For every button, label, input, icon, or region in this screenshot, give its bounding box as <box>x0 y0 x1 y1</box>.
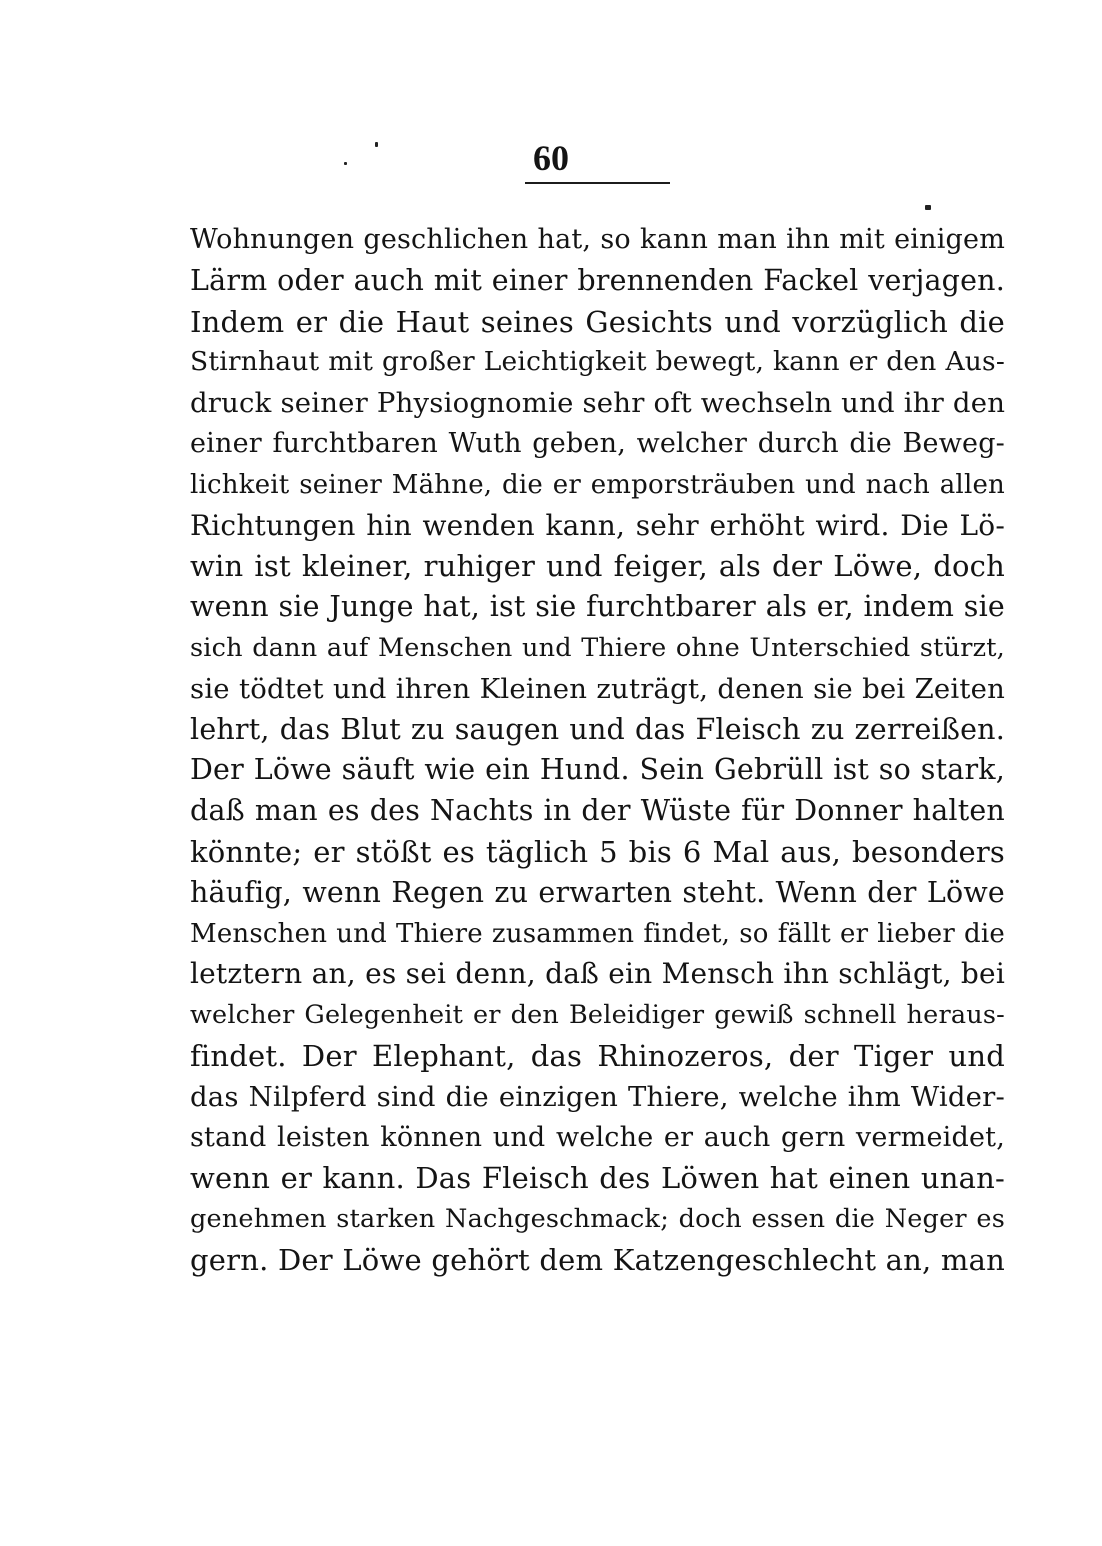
text-line: das Nilpferd sind die einzigen Thiere, welche ihm Wider- <box>190 1080 1005 1113</box>
text-line: win ist kleiner, ruhiger und feiger, als der Löwe, doch <box>190 549 1005 584</box>
text-line: Stirnhaut mit großer Leichtigkeit bewegt, kann er den Aus- <box>190 346 1005 378</box>
text-line: letztern an, es sei denn, daß ein Mensch ihn schlägt, bei <box>190 957 1005 991</box>
text-line: könnte; er stößt es täglich 5 bis 6 Mal aus, besonders <box>190 834 1005 869</box>
text-line: Lärm oder auch mit einer brennenden Fackel verjagen. <box>190 263 1005 297</box>
text-line: welcher Gelegenheit er den Beleidiger gewiß schnell heraus- <box>190 1000 1005 1031</box>
text-line: druck seiner Physiognomie sehr oft wechseln und ihr den <box>190 387 1006 420</box>
text-line: lichkeit seiner Mähne, die er emporsträuben und nach allen <box>190 469 1005 500</box>
text-line: Wohnungen geschlichen hat, so kann man ihn mit einigem <box>190 224 1005 255</box>
print-speck <box>344 162 347 165</box>
text-line: wenn er kann. Das Fleisch des Löwen hat einen unan- <box>190 1161 1005 1196</box>
text-line: stand leisten können und welche er auch gern vermeidet, <box>190 1121 1005 1153</box>
text-line: Indem er die Haut seines Gesichts und vorzüglich die <box>190 304 1005 339</box>
text-line: Der Löwe säuft wie ein Hund. Sein Gebrüll ist so stark, <box>190 753 1005 787</box>
text-line: einer furchtbaren Wuth geben, welcher durch die Beweg- <box>190 427 1005 459</box>
print-speck <box>375 142 378 147</box>
page-number: 60 <box>533 138 569 178</box>
text-line: lehrt, das Blut zu saugen und das Fleisch zu zerreißen. <box>190 712 1005 746</box>
text-line: wenn sie Junge hat, ist sie furchtbarer als er, indem sie <box>190 590 1005 624</box>
text-line: findet. Der Elephant, das Rhinozeros, der Tiger und <box>190 1038 1005 1073</box>
text-line: sich dann auf Menschen und Thiere ohne Unterschied stürzt, <box>190 632 1005 663</box>
text-line: Richtungen hin wenden kann, sehr erhöht wird. Die Lö- <box>190 508 1005 542</box>
text-line: gern. Der Löwe gehört dem Katzengeschlecht an, man <box>190 1242 1005 1277</box>
text-line: häufig, wenn Regen zu erwarten steht. Wenn der Löwe <box>190 875 1005 909</box>
text-line: Menschen und Thiere zusammen findet, so fällt er lieber die <box>190 918 1005 949</box>
body-text <box>190 220 1005 1281</box>
print-speck <box>925 205 931 210</box>
text-line: genehmen starken Nachgeschmack; doch essen die Neger es <box>190 1204 1005 1235</box>
text-line: sie tödtet und ihren Kleinen zuträgt, denen sie bei Zeiten <box>190 672 1005 705</box>
header-rule <box>525 182 670 184</box>
text-line: daß man es des Nachts in der Wüste für Donner halten <box>190 794 1005 828</box>
